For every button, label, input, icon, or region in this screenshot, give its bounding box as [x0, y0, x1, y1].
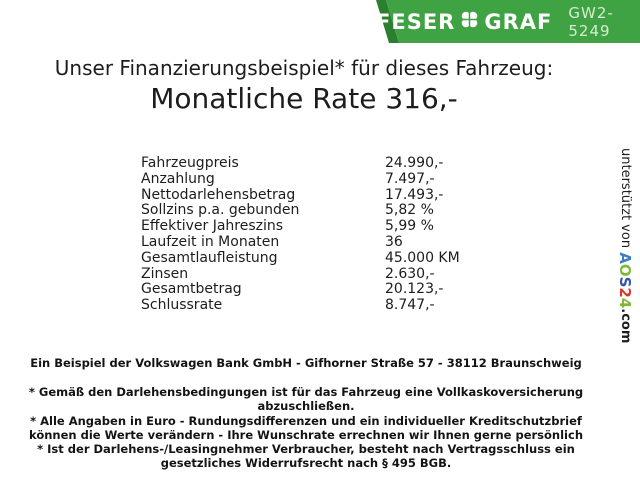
row-label: Zinsen — [141, 265, 189, 282]
row-label: Laufzeit in Monaten — [141, 233, 280, 250]
row-label: Nettodarlehensbetrag — [141, 186, 296, 203]
legal-footer — [0, 356, 612, 470]
row-value: 5,99 % — [385, 218, 434, 235]
supported-by-text: unterstützt von — [618, 148, 633, 253]
row-label: Gesamtlaufleistung — [141, 249, 278, 266]
row-value: 5,82 % — [385, 202, 434, 219]
vehicle-code: GW2-5249 — [568, 3, 614, 40]
table-row — [141, 203, 460, 219]
table-row — [141, 282, 460, 298]
table-row — [141, 219, 460, 235]
table-row — [141, 298, 460, 314]
row-value: 24.990,- — [385, 155, 444, 171]
row-value: 36 — [385, 233, 403, 250]
row-label: Anzahlung — [141, 170, 215, 187]
footnote-withdrawal-right: * Ist der Darlehens-/Leasingnehmer Verbraucher, besteht nach Vertragsschluss ein gesetzliches Widerrufsrecht nach § 495 BGB. — [37, 442, 575, 471]
aos24-logo-letter: 2 — [616, 287, 634, 298]
header-banner — [376, 0, 640, 43]
title-block — [0, 56, 608, 115]
row-label: Sollzins p.a. gebunden — [141, 202, 300, 219]
clover-icon — [460, 10, 479, 33]
row-value: 7.497,- — [385, 170, 435, 187]
aos24-logo — [616, 252, 634, 308]
bank-address-line: Ein Beispiel der Volkswagen Bank GmbH - Gifhorner Straße 57 - 38112 Braunschweig — [30, 356, 582, 370]
footnote-insurance: * Gemäß den Darlehensbedingungen ist für das Fahrzeug eine Vollkaskoversicherung abzuschließen. — [28, 385, 584, 414]
row-label: Schlussrate — [141, 297, 223, 314]
aos24-logo-letter: S — [616, 276, 634, 288]
aos24-logo-letter: 4 — [616, 297, 634, 309]
row-value: 20.123,- — [385, 281, 444, 298]
banner-content — [376, 0, 627, 43]
table-row — [141, 235, 460, 251]
row-label: Fahrzeugpreis — [141, 155, 239, 171]
row-label: Effektiver Jahreszins — [141, 218, 284, 235]
row-value: 17.493,- — [385, 186, 444, 203]
financing-example-title: Unser Finanzierungsbeispiel* für dieses Fahrzeug: — [54, 56, 554, 80]
aos24-logo-letter: A — [616, 252, 634, 264]
footnote-euro-values: * Alle Angaben in Euro - Rundungsdifferenzen und ein individueller Kreditschutzbrief können die Werte verändern - Ihre Wunschrate errechnen wir Ihnen gerne persönlich — [28, 413, 584, 442]
finance-table — [141, 156, 460, 314]
row-value: 8.747,- — [385, 297, 435, 314]
table-row — [141, 156, 460, 172]
supported-by-sidebar — [616, 148, 634, 343]
table-row — [141, 188, 460, 204]
table-row — [141, 251, 460, 267]
brand-name-right: GRAF — [484, 9, 553, 34]
aos24-logo-letter: O — [616, 263, 634, 277]
row-label: Gesamtbetrag — [141, 281, 242, 298]
monthly-rate-title: Monatliche Rate 316,- — [150, 82, 458, 115]
row-value: 2.630,- — [385, 265, 435, 282]
aos24-domain-suffix: .com — [618, 308, 633, 344]
table-row — [141, 172, 460, 188]
brand-name-left: FESER — [376, 9, 456, 34]
table-row — [141, 267, 460, 283]
row-value: 45.000 KM — [385, 249, 460, 266]
